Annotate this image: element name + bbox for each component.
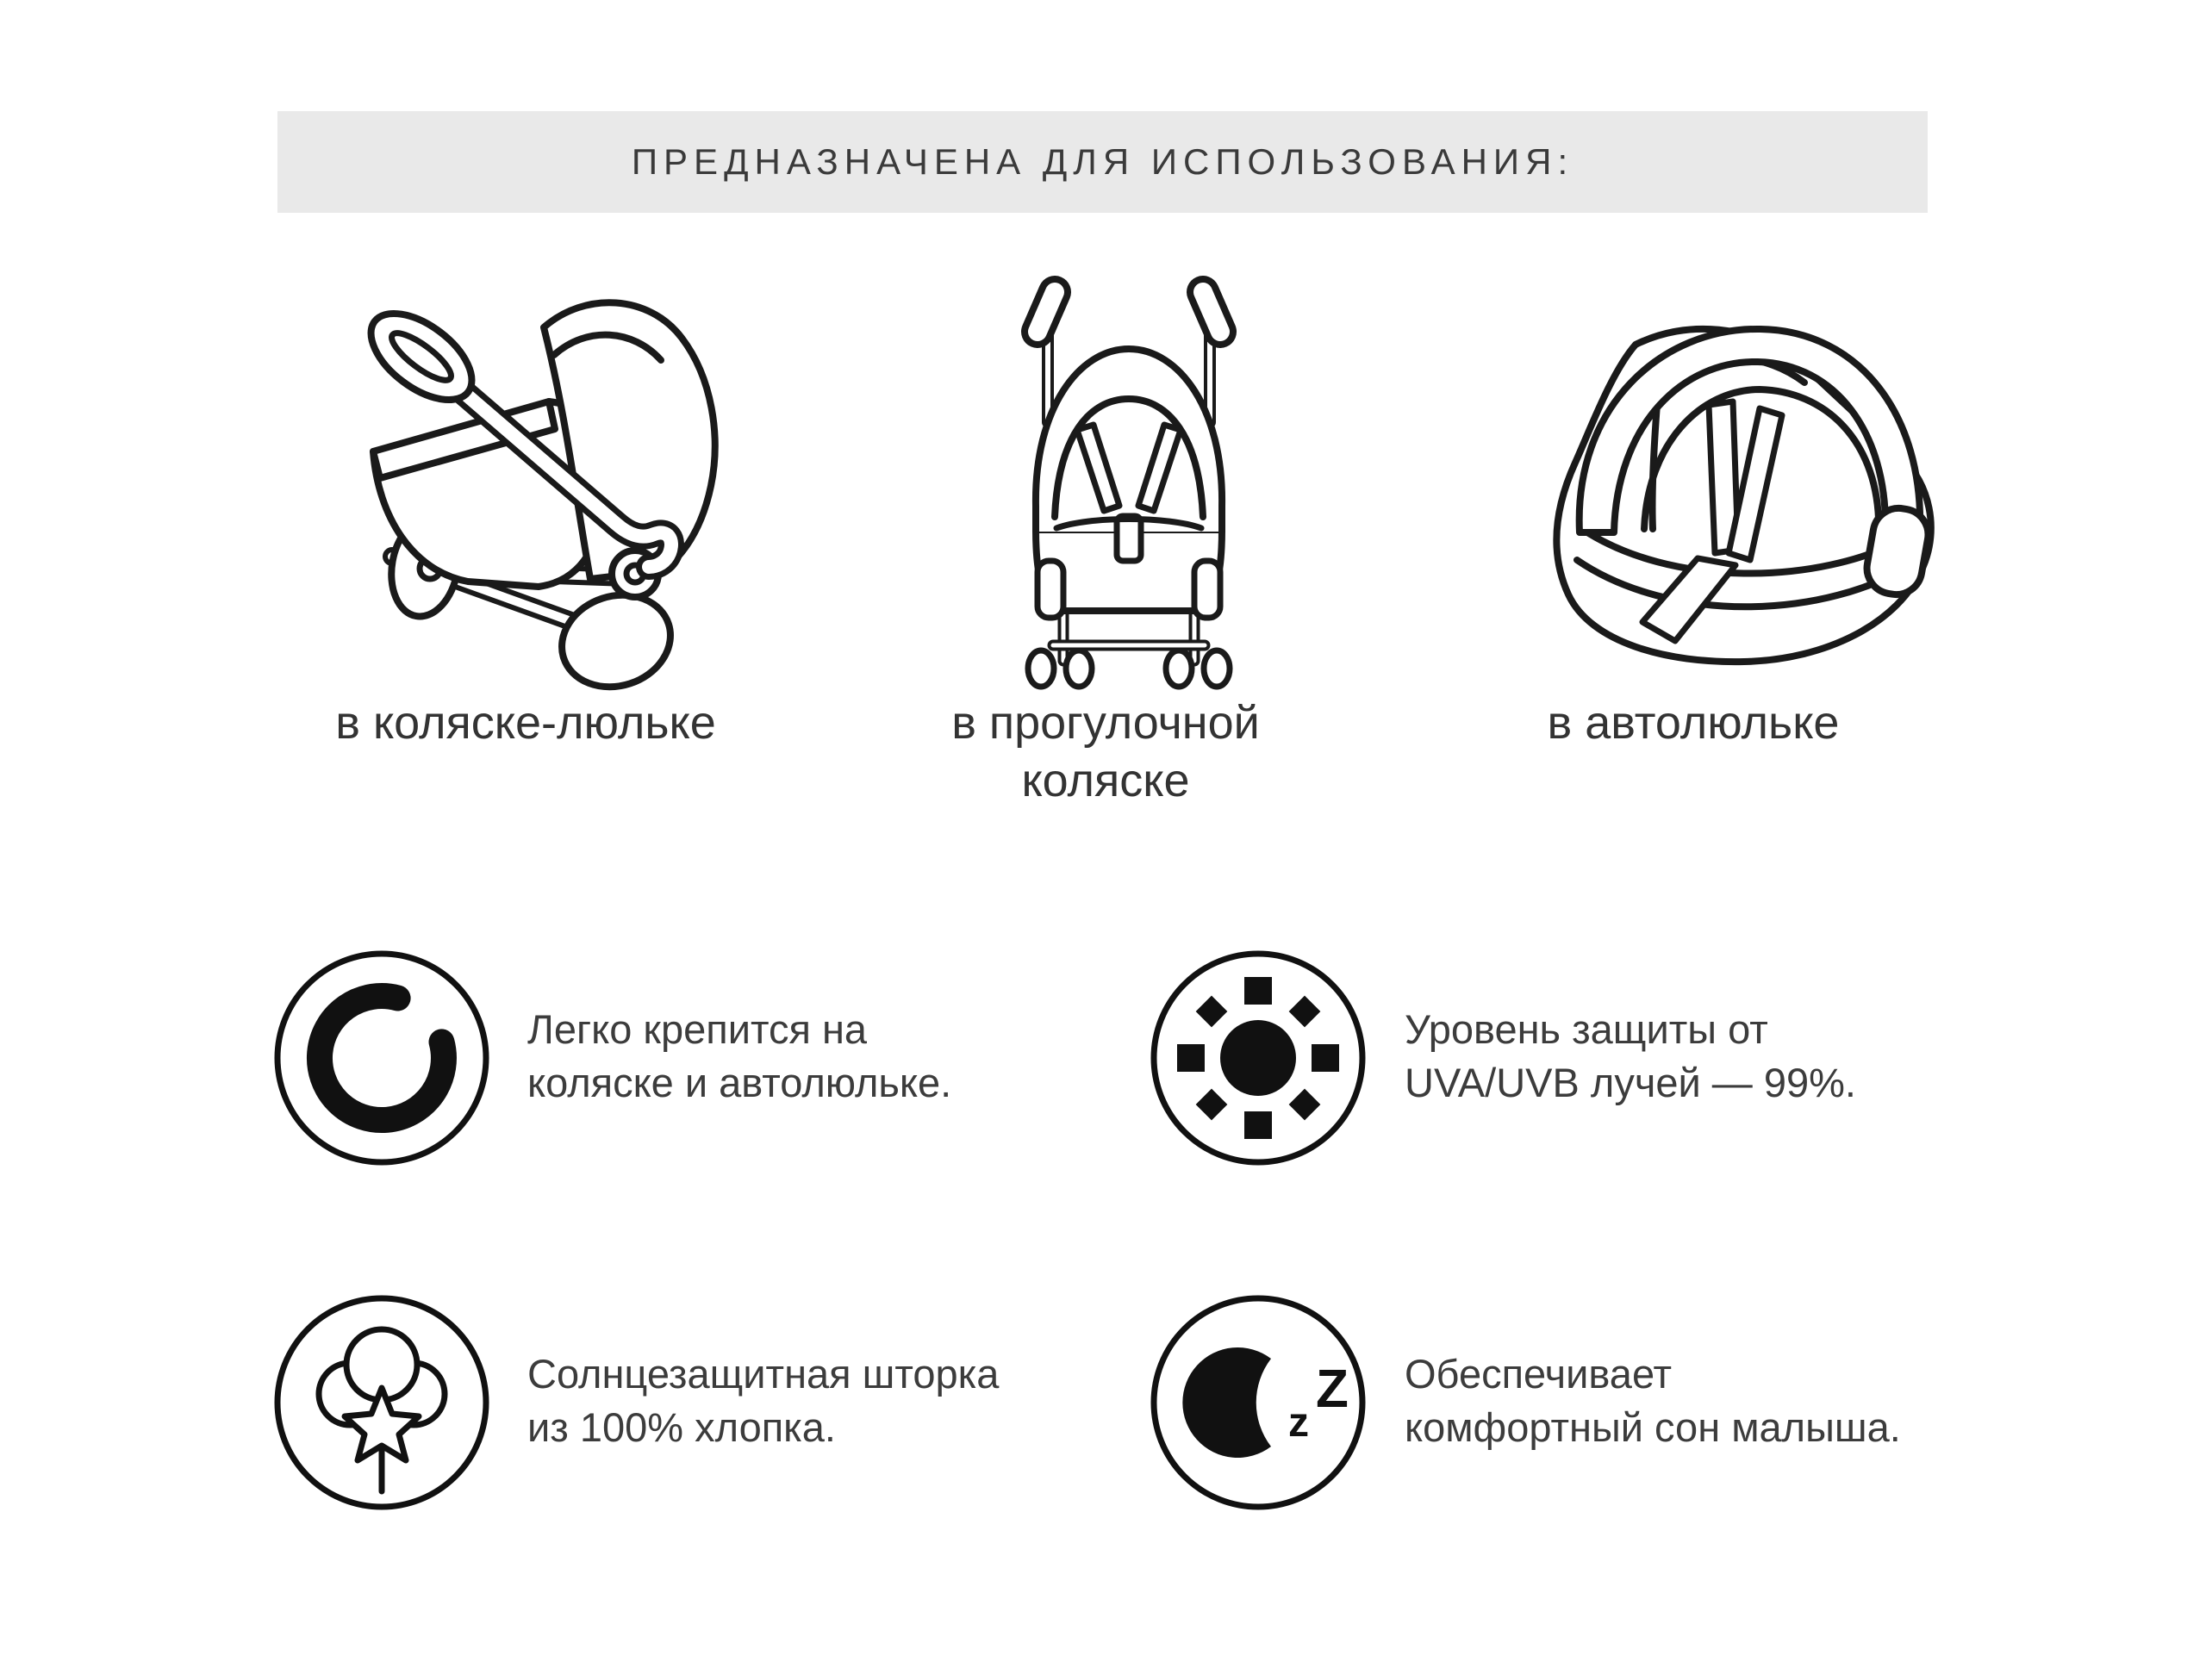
caption-car-seat: [1435, 694, 1952, 752]
ring-clip-icon: [274, 950, 489, 1166]
feature-attachment-line1: Легко крепится на: [527, 1006, 868, 1052]
umbrella-stroller-illustration: [1010, 271, 1260, 698]
feature-uv-line2: UVA/UVB лучей — 99%.: [1405, 1060, 1856, 1105]
infant-car-seat-illustration: [1532, 303, 1963, 674]
feature-sleep-line1: Обеспечивает: [1405, 1351, 1673, 1397]
caption-stroller-line1: в прогулочной: [951, 697, 1260, 749]
sleeping-moon-icon: [1150, 1295, 1366, 1510]
header-banner: [277, 111, 1928, 213]
caption-stroller-line2: коляске: [1021, 755, 1190, 806]
sleep-z-small-glyph: z: [1288, 1400, 1309, 1446]
feature-uv-line1: Уровень защиты от: [1405, 1006, 1768, 1052]
feature-text-uv: [1405, 1003, 2206, 1110]
feature-sleep-line2: комфортный сон малыша.: [1405, 1404, 1901, 1450]
feature-cotton-line2: из 100% хлопка.: [527, 1404, 836, 1450]
pram-bassinet-illustration: [332, 283, 754, 700]
caption-car-seat-line: в автолюльке: [1547, 697, 1840, 749]
caption-pram: [267, 694, 784, 752]
cotton-flower-icon: [274, 1295, 489, 1510]
feature-cotton-line1: Солнцезащитная шторка: [527, 1351, 1000, 1397]
feature-attachment-line2: коляске и автолюльке.: [527, 1060, 952, 1105]
sun-uv-icon: [1150, 950, 1366, 1166]
feature-text-sleep: [1405, 1347, 2206, 1454]
page-title: ПРЕДНАЗНАЧЕНА ДЛЯ ИСПОЛЬЗОВАНИЯ:: [631, 141, 1574, 182]
caption-stroller: [847, 694, 1364, 810]
sleep-z-large-glyph: Z: [1316, 1360, 1349, 1419]
caption-pram-line: в коляске-люльке: [335, 697, 716, 749]
